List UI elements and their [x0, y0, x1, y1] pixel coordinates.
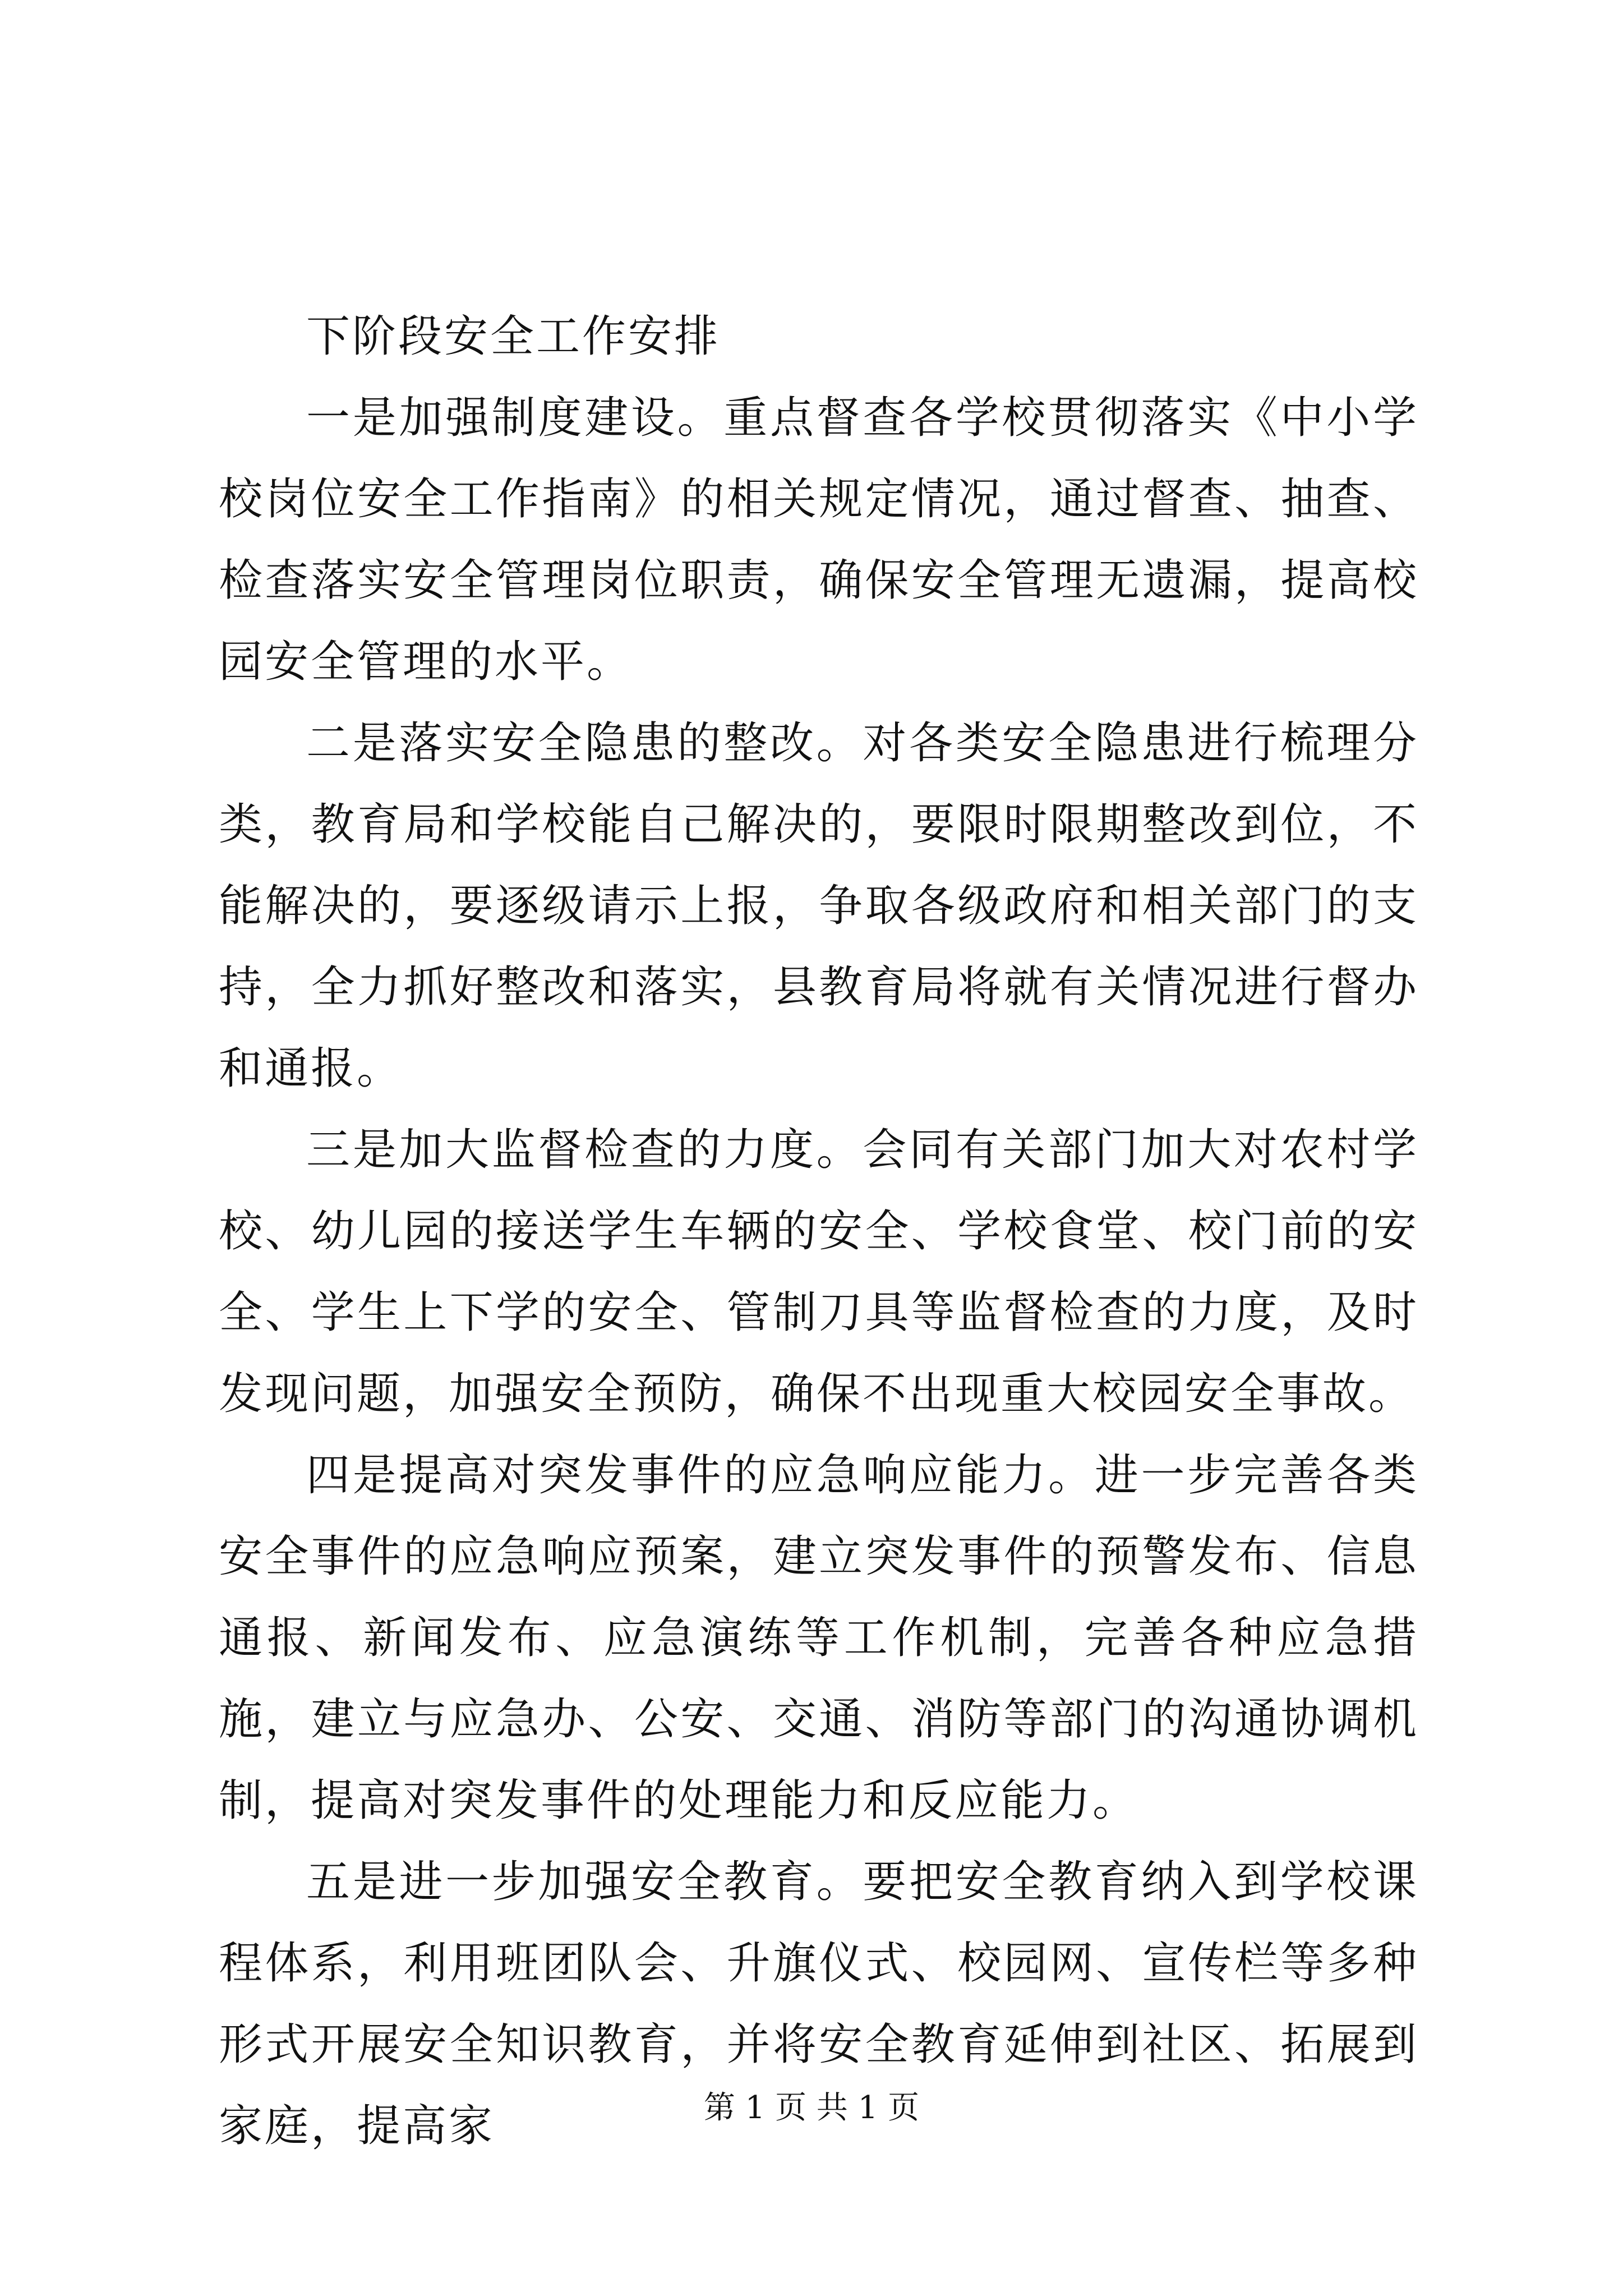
document-body: [219, 296, 1419, 2167]
paragraph-3: 三是加大监督检查的力度。会同有关部门加大对农村学校、幼儿园的接送学生车辆的安全、学校食堂、校门前的安全、学生上下学的安全、管制刀具等监督检查的力度，及时发现问题，加强安全预防，确保不出现重大校园安全事故。: [219, 1125, 1419, 1419]
paragraph-5: 五是进一步加强安全教育。要把安全教育纳入到学校课程体系，利用班团队会、升旗仪式、校园网、宣传栏等多种形式开展安全知识教育，并将安全教育延伸到社区、拓展到家庭，提高家: [219, 1857, 1419, 2151]
page-footer: 第 1 页 共 1 页: [703, 2090, 920, 2126]
document-title: 下阶段安全工作安排: [306, 311, 721, 362]
paragraph-4: 四是提高对突发事件的应急响应能力。进一步完善各类安全事件的应急响应预案，建立突发事件的预警发布、信息通报、新闻发布、应急演练等工作机制，完善各种应急措施，建立与应急办、公安、交通、消防等部门的沟通协调机制，提高对突发事件的处理能力和反应能力。: [219, 1450, 1419, 1826]
paragraph-1: 一是加强制度建设。重点督查各学校贯彻落实《中小学校岗位安全工作指南》的相关规定情况，通过督查、抽查、检查落实安全管理岗位职责，确保安全管理无遗漏，提高校园安全管理的水平。: [219, 393, 1419, 687]
paragraph-2: 二是落实安全隐患的整改。对各类安全隐患进行梳理分类，教育局和学校能自己解决的，要限时限期整改到位，不能解决的，要逐级请示上报，争取各级政府和相关部门的支持，全力抓好整改和落实，县教育局将就有关情况进行督办和通报。: [219, 718, 1419, 1094]
